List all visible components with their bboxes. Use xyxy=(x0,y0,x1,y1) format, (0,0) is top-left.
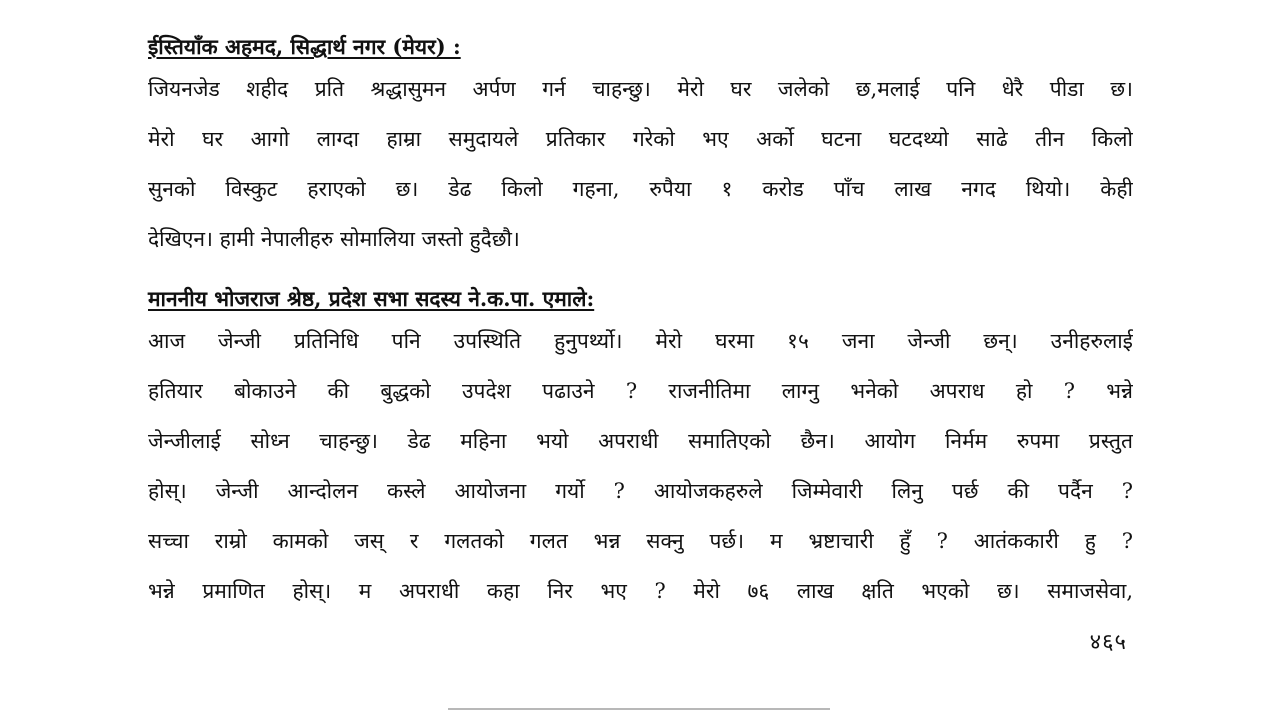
paragraph-line: भन्ने प्रमाणित होस्। म अपराधी कहा निर भए ? मेरो ७६ लाख क्षति भएको छ। समाजसेवा, xyxy=(148,579,1133,603)
page-number: ४६५ xyxy=(1089,630,1127,655)
paragraph-line: मेरो घर आगो लाग्दा हाम्रा समुदायले प्रतिकार गरेको भए अर्को घटना घटदथ्यो साढे तीन किलो xyxy=(148,127,1133,151)
paragraph-line: देखिएन। हामी नेपालीहरु सोमालिया जस्तो हुदैछौ। xyxy=(148,227,520,251)
paragraph-line: आज जेन्जी प्रतिनिधि पनि उपस्थिति हुनुपर्थ्यो। मेरो घरमा १५ जना जेन्जी छन्। उनीहरुलाई xyxy=(148,329,1133,353)
paragraph-line: जेन्जीलाई सोध्न चाहन्छु। डेढ महिना भयो अपराधी समातिएको छैन। आयोग निर्मम रुपमा प्रस्तुत xyxy=(148,429,1133,453)
paragraph-line: हतियार बोकाउने की बुद्धको उपदेश पढाउने ? राजनीतिमा लाग्नु भनेको अपराध हो ? भन्ने xyxy=(148,379,1133,403)
speaker-heading: ईस्तियाँक अहमद, सिद्धार्थ नगर (मेयर) : xyxy=(148,34,461,59)
paragraph-line: सच्चा राम्रो कामको जस् र गलतको गलत भन्न सक्नु पर्छ। म भ्रष्टाचारी हुँ ? आतंककारी हु ? xyxy=(148,529,1133,553)
page-bottom-divider xyxy=(448,708,830,710)
speaker-heading: माननीय भोजराज श्रेष्ठ, प्रदेश सभा सदस्य ने.क.पा. एमाले: xyxy=(148,286,595,311)
testimony-section-1 xyxy=(148,30,1133,264)
paragraph-line: जियनजेड शहीद प्रति श्रद्धासुमन अर्पण गर्न चाहन्छु। मेरो घर जलेको छ,मलाई पनि धेरै पीडा छ। xyxy=(148,77,1133,101)
testimony-section-2 xyxy=(148,282,1133,616)
paragraph-line: होस्। जेन्जी आन्दोलन कस्ले आयोजना गर्यो ? आयोजकहरुले जिम्मेवारी लिनु पर्छ की पर्दैन ? xyxy=(148,479,1133,503)
paragraph-line: सुनको विस्कुट हराएको छ। डेढ किलो गहना, रुपैया १ करोड पाँच लाख नगद थियो। केही xyxy=(148,177,1133,201)
